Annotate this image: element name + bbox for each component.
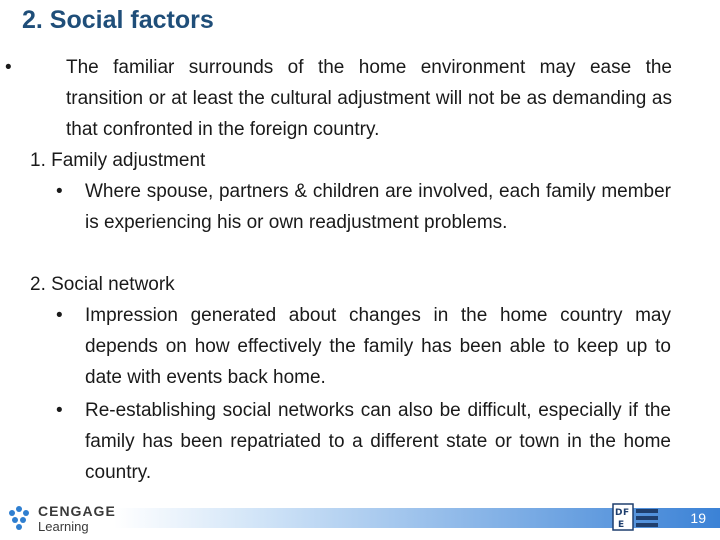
bullet-mark: • <box>56 400 63 421</box>
section-heading: 2. Social network <box>30 274 175 295</box>
cengage-logo <box>6 504 116 533</box>
page-number: 19 <box>690 510 706 526</box>
section-heading: 1. Family adjustment <box>30 150 206 171</box>
logo-line2: Learning <box>38 519 89 534</box>
slide-title: 2. Social factors <box>22 6 214 34</box>
svg-text:F: F <box>623 508 630 518</box>
bullet-text: Where spouse, partners & children are involved, each family member is experiencing his or own readjustment problems. <box>85 181 671 233</box>
bullet-mark: • <box>56 181 63 202</box>
cengage-logo-icon <box>6 504 36 532</box>
intro-text: The familiar surrounds of the home environment may ease the transition or at least the cultural adjustment will not be as demanding as that confronted in the foreign country. <box>66 57 672 140</box>
logo-line1: CENGAGE <box>38 503 116 519</box>
doe-badge-icon <box>612 503 660 531</box>
svg-text:D: D <box>615 508 623 518</box>
slide-footer <box>0 500 720 540</box>
bullet-text: Re-establishing social networks can also be difficult, especially if the family has been repatriated to a different state or town in the home country. <box>85 400 671 483</box>
svg-text:E: E <box>618 520 625 530</box>
bullet-mark: • <box>56 305 63 326</box>
bullet-text: Impression generated about changes in the home country may depends on how effectively the family has been able to keep up to date with events back home. <box>85 305 671 388</box>
bullet-mark: • <box>5 57 12 78</box>
